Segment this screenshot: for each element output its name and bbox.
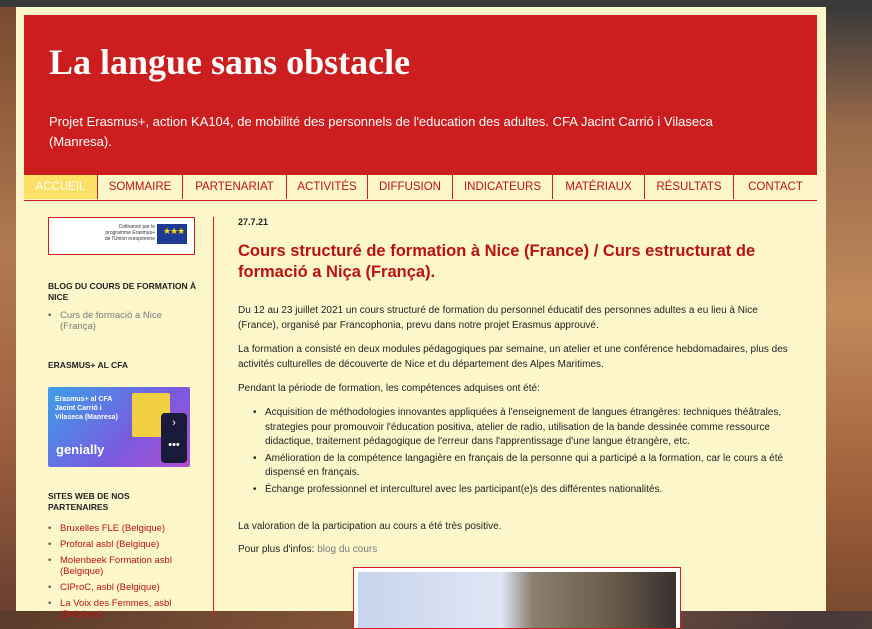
tab-indicateurs[interactable]: INDICATEURS	[453, 175, 553, 199]
post-title[interactable]: Cours structuré de formation à Nice (France) / Curs estructurat de formació a Niça (França).	[238, 242, 756, 281]
eu-flag-icon: ★★★	[157, 224, 187, 244]
eu-cofunding-banner[interactable]	[48, 217, 195, 255]
post-paragraph-2: La formation a consisté en deux modules pédagogiques par semaine, un atelier et une conférence hebdomadaires, plus des activités culturelles de découverte de Nice et du département des Alpes Maritimes.	[238, 344, 788, 370]
list-item[interactable]: • Proforal asbl (Belgique)	[48, 539, 198, 550]
more-info-label: Pour plus d'infos:	[238, 544, 318, 555]
partners-list	[48, 523, 198, 625]
tab-activites[interactable]: ACTIVITÉS	[287, 175, 368, 199]
sidebar-heading-partners: SITES WEB DE NOS PARTENAIRES	[48, 491, 130, 512]
list-item[interactable]: • Curs de formació a Nice (França)	[48, 310, 198, 332]
list-item[interactable]: • La Voix des Femmes, asbl (Belgique)	[48, 598, 198, 620]
page-background-right	[826, 7, 872, 611]
blog-cours-list	[48, 310, 198, 337]
post-photo[interactable]	[353, 567, 681, 629]
browser-top-strip	[0, 0, 872, 7]
tab-partenariat[interactable]: PARTENARIAT	[183, 175, 287, 199]
post-paragraph-1: Du 12 au 23 juillet 2021 un cours structuré de formation du personnel éducatif des personnes adultes a eu lieu à Nice (France), organisé par Francophonia, prevu dans notre projet Erasmus approuvé.	[238, 305, 758, 331]
post-paragraph-3: Pendant la période de formation, les compétences adquises ont été:	[238, 383, 540, 394]
blog-cours-link[interactable]: blog du cours	[317, 544, 378, 555]
competences-list	[246, 406, 786, 499]
list-item: • Amélioration de la compétence langagière en français de la personne qui a participé a la formation, car le cours a été dispensé en français.	[246, 452, 786, 481]
list-item: • Acquisition de méthodologies innovantes appliquées à l'enseignement de langues étrangères: techniques théâtrales, strategies pour promouvoir l'éducation positiva, atelier de radio, utilisation de la bande dessinée comme ressource didactique, traitement pédagogique de l'erreur dans l'apprentissage d'une langue étrangère, etc.	[246, 406, 786, 450]
tab-contact[interactable]: CONTACT	[748, 181, 803, 193]
tab-accueil[interactable]: ACCUEIL	[24, 175, 98, 199]
list-item: • Échange professionnel et interculturel avec les participant(e)s des différentes nationalités.	[246, 483, 786, 498]
genially-logo: genially	[56, 442, 105, 457]
tab-materiaux[interactable]: MATÉRIAUX	[553, 175, 645, 199]
blog-container	[16, 7, 826, 620]
sidebar-heading-blog-cours: BLOG DU COURS DE FORMATION À NICE	[48, 281, 197, 302]
tab-sommaire[interactable]: SOMMAIRE	[98, 175, 183, 199]
page-background-left	[0, 7, 16, 611]
more-options-icon[interactable]: •••	[168, 439, 180, 451]
blog-title[interactable]: La langue sans obstacle	[49, 42, 411, 82]
post-photo-image	[358, 572, 676, 628]
list-item[interactable]: • Molenbeek Formation asbl (Belgique)	[48, 555, 198, 577]
list-item[interactable]: • CIProC, asbl (Belgique)	[48, 582, 198, 593]
blog-description: Projet Erasmus+, action KA104, de mobilité des personnels de l'education des adultes. CFA Jacint Carrió i Vilaseca (Manresa).	[49, 114, 713, 149]
post-paragraph-5	[238, 543, 798, 558]
chevron-right-icon[interactable]: ›	[172, 417, 176, 429]
blog-header	[24, 15, 817, 175]
genially-controls[interactable]	[161, 413, 187, 463]
list-item[interactable]: • Bruxelles FLE (Belgique)	[48, 523, 198, 534]
sidebar-heading-erasmus: ERASMUS+ AL CFA	[48, 360, 129, 370]
genially-embed-text: Erasmus+ al CFA Jacint Carrió i Vilaseca (Manresa)	[55, 396, 118, 421]
page-tabs	[24, 175, 817, 201]
post-date: 27.7.21	[238, 217, 269, 227]
eu-banner-text: Cofinancé par le programme Erasmus+ de l'Union européenne	[104, 224, 155, 242]
post-paragraph-4: La valoration de la participation au cours a été très positive.	[238, 521, 502, 532]
tab-resultats[interactable]: RÉSULTATS	[645, 175, 734, 199]
column-divider	[213, 217, 214, 618]
tab-diffusion[interactable]: DIFFUSION	[368, 175, 453, 199]
genially-embed[interactable]	[48, 387, 190, 467]
